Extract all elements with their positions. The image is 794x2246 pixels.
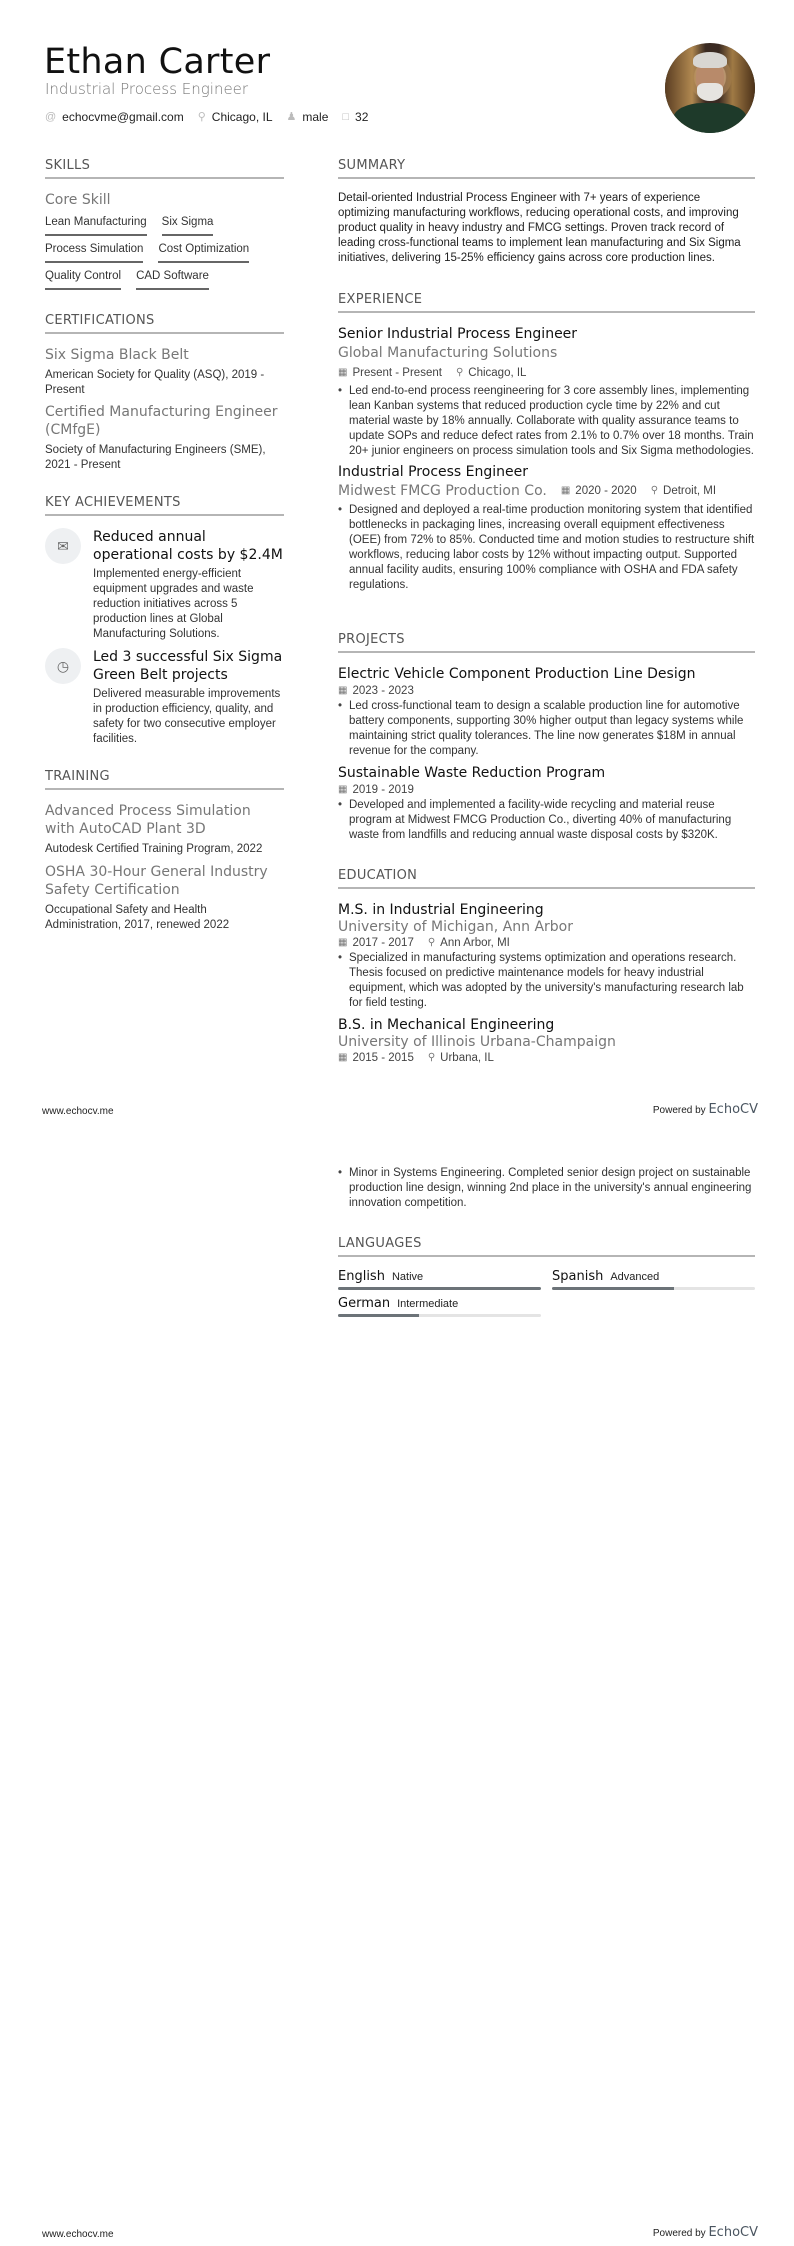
language-item: Spanish Advanced [552,1267,755,1290]
achievements-section [45,495,284,747]
company-name: Midwest FMCG Production Co. [338,483,547,499]
contact-location: ⚲ Chicago, IL [197,110,273,124]
contact-gender: ♟ male [286,110,329,124]
proficiency-fill [338,1314,419,1317]
certifications-section [45,313,284,473]
experience-item [338,325,755,459]
achievement-item [45,528,284,642]
projects-section [338,632,755,843]
job-role: Industrial Process Engineer [338,464,529,480]
experience-item [338,463,755,593]
education-section [338,868,755,1066]
clock-icon: ◷ [45,648,81,684]
contact-row [45,109,368,125]
skill-list [45,215,284,290]
project-bullet: • Developed and implemented a facility-wide recycling and material reuse program at Midwest FMCG Production Co., diverting 40% of manufacturing waste from landfills and reducing annual waste disposal costs by $320K. [338,798,755,843]
location-pin-icon: ⚲ [650,485,659,496]
experience-section [338,292,755,593]
school: University of Michigan, Ann Arbor [338,919,573,935]
proficiency-bar [552,1287,755,1290]
calendar-icon: ▦ [338,784,348,795]
skill-chip: Cost Optimization [158,242,249,263]
proficiency-fill [338,1287,541,1290]
project-item [338,764,755,843]
brand-logo: EchoCV [708,1102,758,1117]
proficiency-bar [338,1287,541,1290]
location-pin-icon: ⚲ [197,111,206,123]
cert-detail: American Society for Quality (ASQ), 2019 - Present [45,369,265,396]
skill-chip: Six Sigma [162,215,214,236]
language-item: English Native [338,1267,541,1290]
project-item [338,665,755,759]
job-meta: Midwest FMCG Production Co. ▦ 2020 - 2020 ⚲ Detroit, MI [338,483,717,499]
achievement-item [45,648,284,747]
summary-section [338,158,755,266]
project-meta: ▦ 2023 - 2023 [338,685,414,697]
job-bullet: • Led end-to-end process reengineering for 3 core assembly lines, implementing lean Kanban systems that reduced production cycle time by 22% and cut material waste by 18% annually. Collaborate with quality assurance teams to update SOPs and reduce defect rates from 2.1% to 0.7% over 18 months. Train 20+ junior engineers on process simulation tools and Six Sigma methodologies. [338,384,755,459]
project-bullet: • Led cross-functional team to design a scalable production line for automotive battery components, supporting 30% higher output than legacy systems while maintaining strict quality tolerances. The line now generates $18M in annual revenue for the company. [338,699,755,759]
section-heading: SUMMARY [338,158,755,179]
proficiency-fill [552,1287,674,1290]
achievement-title: Led 3 successful Six Sigma Green Belt projects [93,649,283,683]
cert-name: Certified Manufacturing Engineer (CMfgE) [45,404,278,438]
language-list [338,1267,755,1317]
education-item [338,1016,755,1066]
proficiency-bar [338,1314,541,1317]
candidate-name: Ethan Carter [44,42,271,82]
section-heading: PROJECTS [338,632,755,653]
powered-by[interactable]: Powered by EchoCV [652,1102,758,1117]
section-heading: LANGUAGES [338,1236,755,1257]
footer-site-link[interactable]: www.echocv.me [42,2229,114,2240]
cert-name: Six Sigma Black Belt [45,347,189,363]
brand-logo: EchoCV [708,2225,758,2240]
skill-group-title: Core Skill [45,192,111,208]
achievement-title: Reduced annual operational costs by $2.4M [93,529,283,563]
project-meta: ▦ 2019 - 2019 [338,784,414,796]
location-pin-icon: ⚲ [427,1052,436,1063]
job-meta: ▦ Present - Present ⚲ Chicago, IL [338,367,527,379]
section-heading: EXPERIENCE [338,292,755,313]
powered-by[interactable]: Powered by EchoCV [652,2225,758,2240]
section-heading: EDUCATION [338,868,755,889]
envelope-open-icon: ✉ [45,528,81,564]
skills-section [45,158,284,290]
training-name: OSHA 30-Hour General Industry Safety Certification [45,864,268,898]
at-icon: @ [45,111,57,123]
contact-email[interactable]: @ echocvme@gmail.com [45,110,184,124]
education-bullet: • Specialized in manufacturing systems optimization and operations research. Thesis focused on predictive maintenance models for heavy industrial equipment, which was adopted by the university's manufacturing research lab for field testing. [338,951,755,1011]
calendar-icon: ▦ [338,367,348,378]
location-pin-icon: ⚲ [427,937,436,948]
education-item [338,901,755,1011]
skill-chip: Process Simulation [45,242,143,263]
achievement-desc: Implemented energy-efficient equipment upgrades and waste reduction initiatives across 5 production lines at Global Manufacturing Solutions. [93,568,254,640]
training-section [45,769,284,933]
calendar-icon: ▦ [338,937,348,948]
school: University of Illinois Urbana-Champaign [338,1034,616,1050]
skill-chip: Lean Manufacturing [45,215,147,236]
education-meta: ▦ 2017 - 2017 ⚲ Ann Arbor, MI [338,937,510,949]
training-detail: Autodesk Certified Training Program, 2022 [45,843,263,855]
degree: M.S. in Industrial Engineering [338,902,544,918]
project-name: Sustainable Waste Reduction Program [338,765,606,781]
profile-photo [665,43,755,133]
job-role: Senior Industrial Process Engineer [338,326,578,342]
job-title: Industrial Process Engineer [45,80,249,98]
training-name: Advanced Process Simulation with AutoCAD Plant 3D [45,803,251,837]
section-heading: CERTIFICATIONS [45,313,284,334]
skill-chip: Quality Control [45,269,121,290]
footer-site-link[interactable]: www.echocv.me [42,1106,114,1117]
languages-section [338,1236,755,1317]
contact-age: □ 32 [342,110,369,124]
achievement-desc: Delivered measurable improvements in production efficiency, quality, and safety for two consecutive employer facilities. [93,688,281,745]
section-heading: SKILLS [45,158,284,179]
job-bullet: • Designed and deployed a real-time production monitoring system that identified bottlenecks in packaging lines, increasing overall equipment effectiveness (OEE) from 72% to 85%. Conducted time and motion studies to restructure shift workflows, reducing labor costs by 12% without impacting output. Supported annual facility audits, ensuring 100% compliance with OSHA and FDA safety regulations. [338,503,755,593]
company-name: Global Manufacturing Solutions [338,345,558,361]
calendar-icon: ▦ [560,485,571,496]
cert-detail: Society of Manufacturing Engineers (SME), 2021 - Present [45,444,266,471]
person-icon: ♟ [286,111,297,123]
skill-chip: CAD Software [136,269,209,290]
section-heading: KEY ACHIEVEMENTS [45,495,284,516]
calendar-icon: ▦ [338,1052,348,1063]
training-detail: Occupational Safety and Health Administration, 2017, renewed 2022 [45,904,230,931]
location-pin-icon: ⚲ [455,367,464,378]
summary-text: Detail-oriented Industrial Process Engineer with 7+ years of experience optimizing manufacturing workflows, reducing operational costs, and improving product quality in heavy industry and FMCG settings. Proven track record of leading cross-functional teams to implement lean manufacturing and Six Sigma initiatives, delivering 15-25% efficiency gains across core production lines. [338,192,741,264]
project-name: Electric Vehicle Component Production Line Design [338,666,696,682]
language-item: German Intermediate [338,1294,541,1317]
section-heading: TRAINING [45,769,284,790]
degree: B.S. in Mechanical Engineering [338,1017,555,1033]
calendar-icon: □ [342,111,350,123]
education-bullet: • Minor in Systems Engineering. Completed senior design project on sustainable production line design, winning 2nd place in the university's annual engineering innovation competition. [338,1166,755,1211]
education-meta: ▦ 2015 - 2015 ⚲ Urbana, IL [338,1052,494,1064]
education-continued [338,1166,755,1211]
calendar-icon: ▦ [338,685,348,696]
